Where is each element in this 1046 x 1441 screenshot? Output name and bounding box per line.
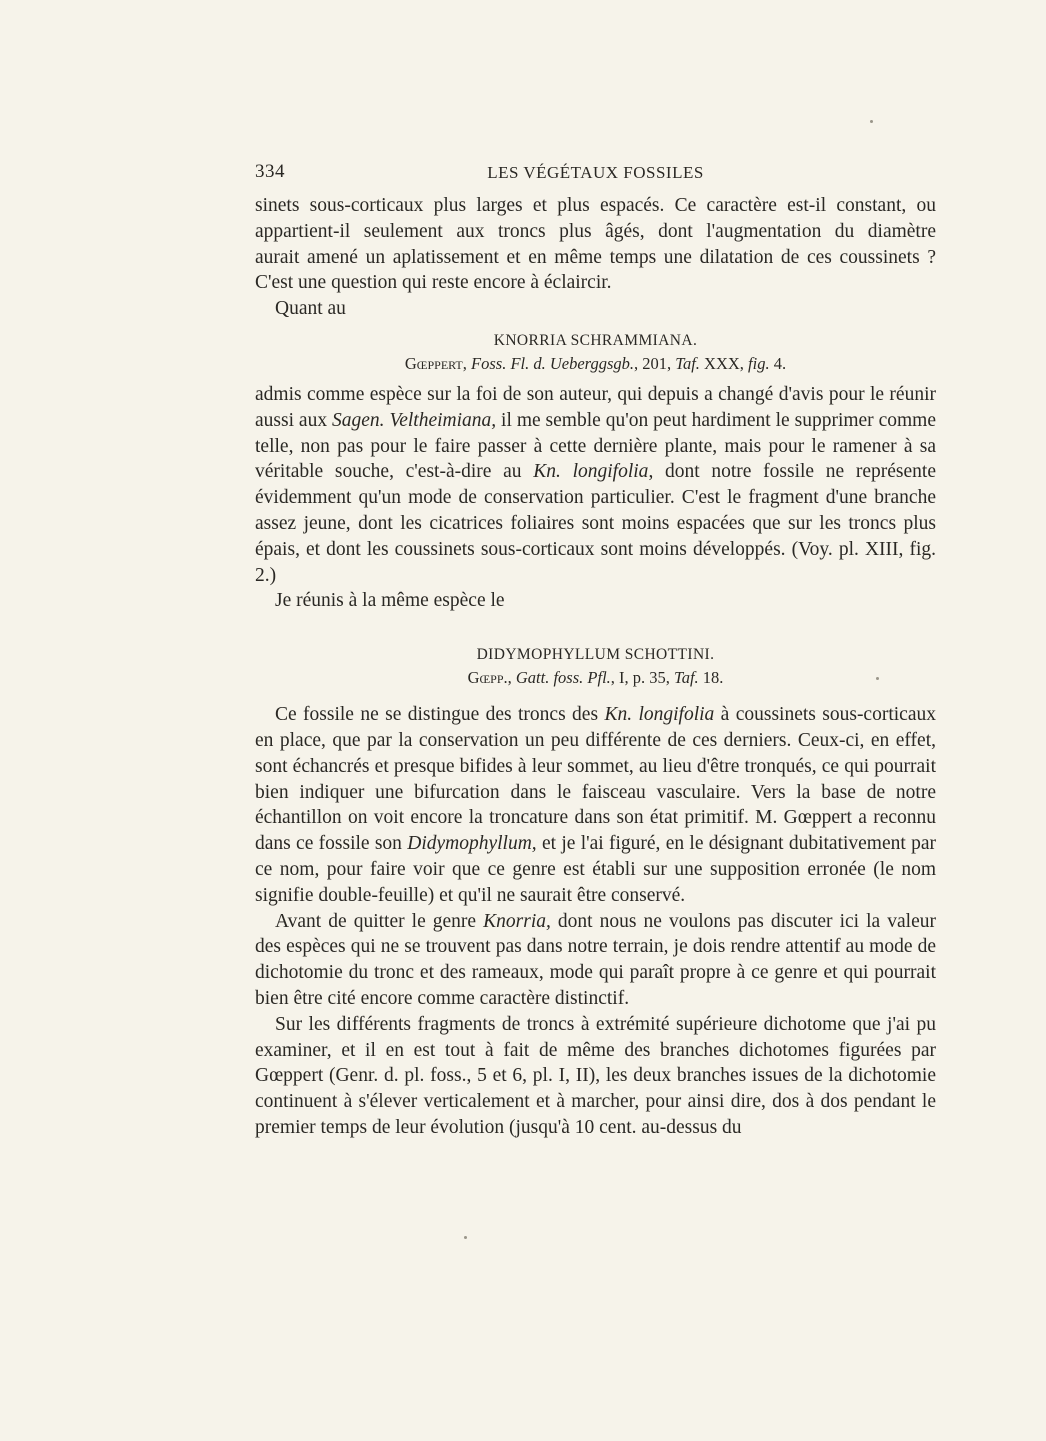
citation-2 bbox=[255, 666, 936, 690]
citation-rest: , 201, bbox=[634, 353, 672, 373]
italic-taxon: Kn. longifolia bbox=[604, 704, 715, 726]
paragraph-6 bbox=[255, 909, 936, 1012]
text-line: appartient-il seulement aux troncs plus âgés, dont l'augmentation du diamètre bbox=[255, 220, 936, 242]
paragraph-7: Sur les différents fragments de troncs à extrémité supérieure dichotome que j'ai pu examiner, et il en est tout à fait de même des branches dichotomes figurées par Gœppert (Genr. d. pl. foss., 5 et 6, pl. I, II), les deux branches issues de la dichotomie continuent à s'élever verticalement et à marcher, pour ainsi dire, dos à dos pendant le premier temps de leur évolution (jusqu'à 10 cent. au-dessus du bbox=[255, 1013, 936, 1138]
running-title: LES VÉGÉTAUX FOSSILES bbox=[487, 163, 704, 182]
text-line: sinets sous-corticaux plus larges et plus espacés. Ce caractère est-il constant, ou bbox=[255, 195, 936, 216]
paragraph-4: Je réunis à la même espèce le bbox=[275, 590, 505, 612]
text-run: admis comme espèce sur la foi de son auteur, qui depuis a changé d'avis pour le réunir aussi aux bbox=[255, 383, 936, 431]
citation-author: Gœppert, bbox=[404, 353, 467, 373]
text-run: et je l'ai figuré, en le désignant dubitativement par ce nom, pour faire voir que ce genre est établi sur une supposition erronée (le nom signifie double-feuille) et qu'il ne saurait être conservé. bbox=[255, 833, 936, 906]
citation-author: Gœpp. bbox=[467, 668, 508, 688]
italic-taxon: Knorria, bbox=[483, 910, 551, 932]
citation-taf: Taf. bbox=[674, 668, 699, 688]
species-heading-1: KNORRIA SCHRAMMIANA. bbox=[493, 331, 698, 349]
paragraph-1 bbox=[255, 193, 936, 296]
citation-fig: fig. bbox=[748, 353, 770, 373]
text-run: Ce fossile ne se distingue des troncs des bbox=[275, 704, 605, 726]
text-run: il me semble qu'on peut hardiment le supprimer comme telle, non pas pour le faire passer à cette dernière plante, mais pour le ramener à sa véritable souche, c'est-à-dire au bbox=[255, 409, 936, 483]
paper-speck bbox=[870, 120, 873, 123]
text-run: dont nous ne voulons pas discuter ici la valeur des espèces qui ne se trouvent pas dans notre terrain, je dois rendre attentif au mode de dichotomie du tronc et des rameaux, mode qui paraît propre à ce genre et qui pourrait bien être cité encore comme caractère distinctif. bbox=[255, 910, 936, 1009]
species-heading-2: DIDYMOPHYLLUM SCHOTTINI. bbox=[476, 646, 715, 664]
citation-rest: , I, p. 35, bbox=[610, 668, 670, 688]
italic-taxon: Sagen. Veltheimiana, bbox=[332, 409, 497, 431]
italic-taxon: Didymophyllum, bbox=[407, 833, 537, 855]
paragraph-3 bbox=[255, 382, 936, 588]
paper-speck bbox=[464, 1236, 467, 1239]
citation-work: Foss. Fl. d. Ueberggsgb. bbox=[471, 353, 635, 373]
citation-end: 4. bbox=[773, 353, 787, 373]
text-run: Avant de quitter le genre bbox=[275, 910, 484, 932]
citation-num: XXX, bbox=[704, 353, 744, 373]
citation-end: 18. bbox=[702, 668, 724, 688]
text-run: , dont notre fossile ne représente évidemment qu'un mode de conservation particulier. C'est le fragment d'une branche assez jeune, dont les cicatrices foliaires sont moins espacées que sur les troncs plus épais, et dont les coussinets sous-corticaux sont moins développés. (Voy. pl. XIII, fig. 2.) bbox=[255, 461, 936, 586]
running-header bbox=[255, 161, 936, 187]
citation-sep: , bbox=[507, 668, 512, 688]
text-run: à coussinets sous-corticaux en place, que par la conservation un peu différente de ces derniers. Ceux-ci, en effet, sont échancrés et presque bifides à leur sommet, au lieu d'être tronqués, ce qui pourrait bien indiquer une bifurcation dans le faisceau vasculaire. Vers la base de notre échantillon on voit encore la troncature dans son état primitif. M. Gœppert a reconnu dans ce fossile son bbox=[255, 704, 936, 855]
italic-taxon: Kn. longifolia bbox=[533, 461, 649, 483]
citation-1 bbox=[255, 352, 936, 376]
paragraph-5 bbox=[255, 702, 936, 908]
text-line: aurait amené un aplatissement et en même temps une dilatation de ces coussinets ? bbox=[255, 246, 936, 268]
paragraph-2: Quant au bbox=[275, 298, 346, 320]
text-line: C'est une question qui reste encore à éclaircir. bbox=[255, 272, 612, 294]
page-body bbox=[255, 161, 936, 1141]
citation-taf: Taf. bbox=[675, 353, 700, 373]
citation-work: Gatt. foss. Pfl. bbox=[515, 668, 611, 688]
page-number: 334 bbox=[255, 161, 285, 182]
paper-speck bbox=[876, 677, 879, 680]
